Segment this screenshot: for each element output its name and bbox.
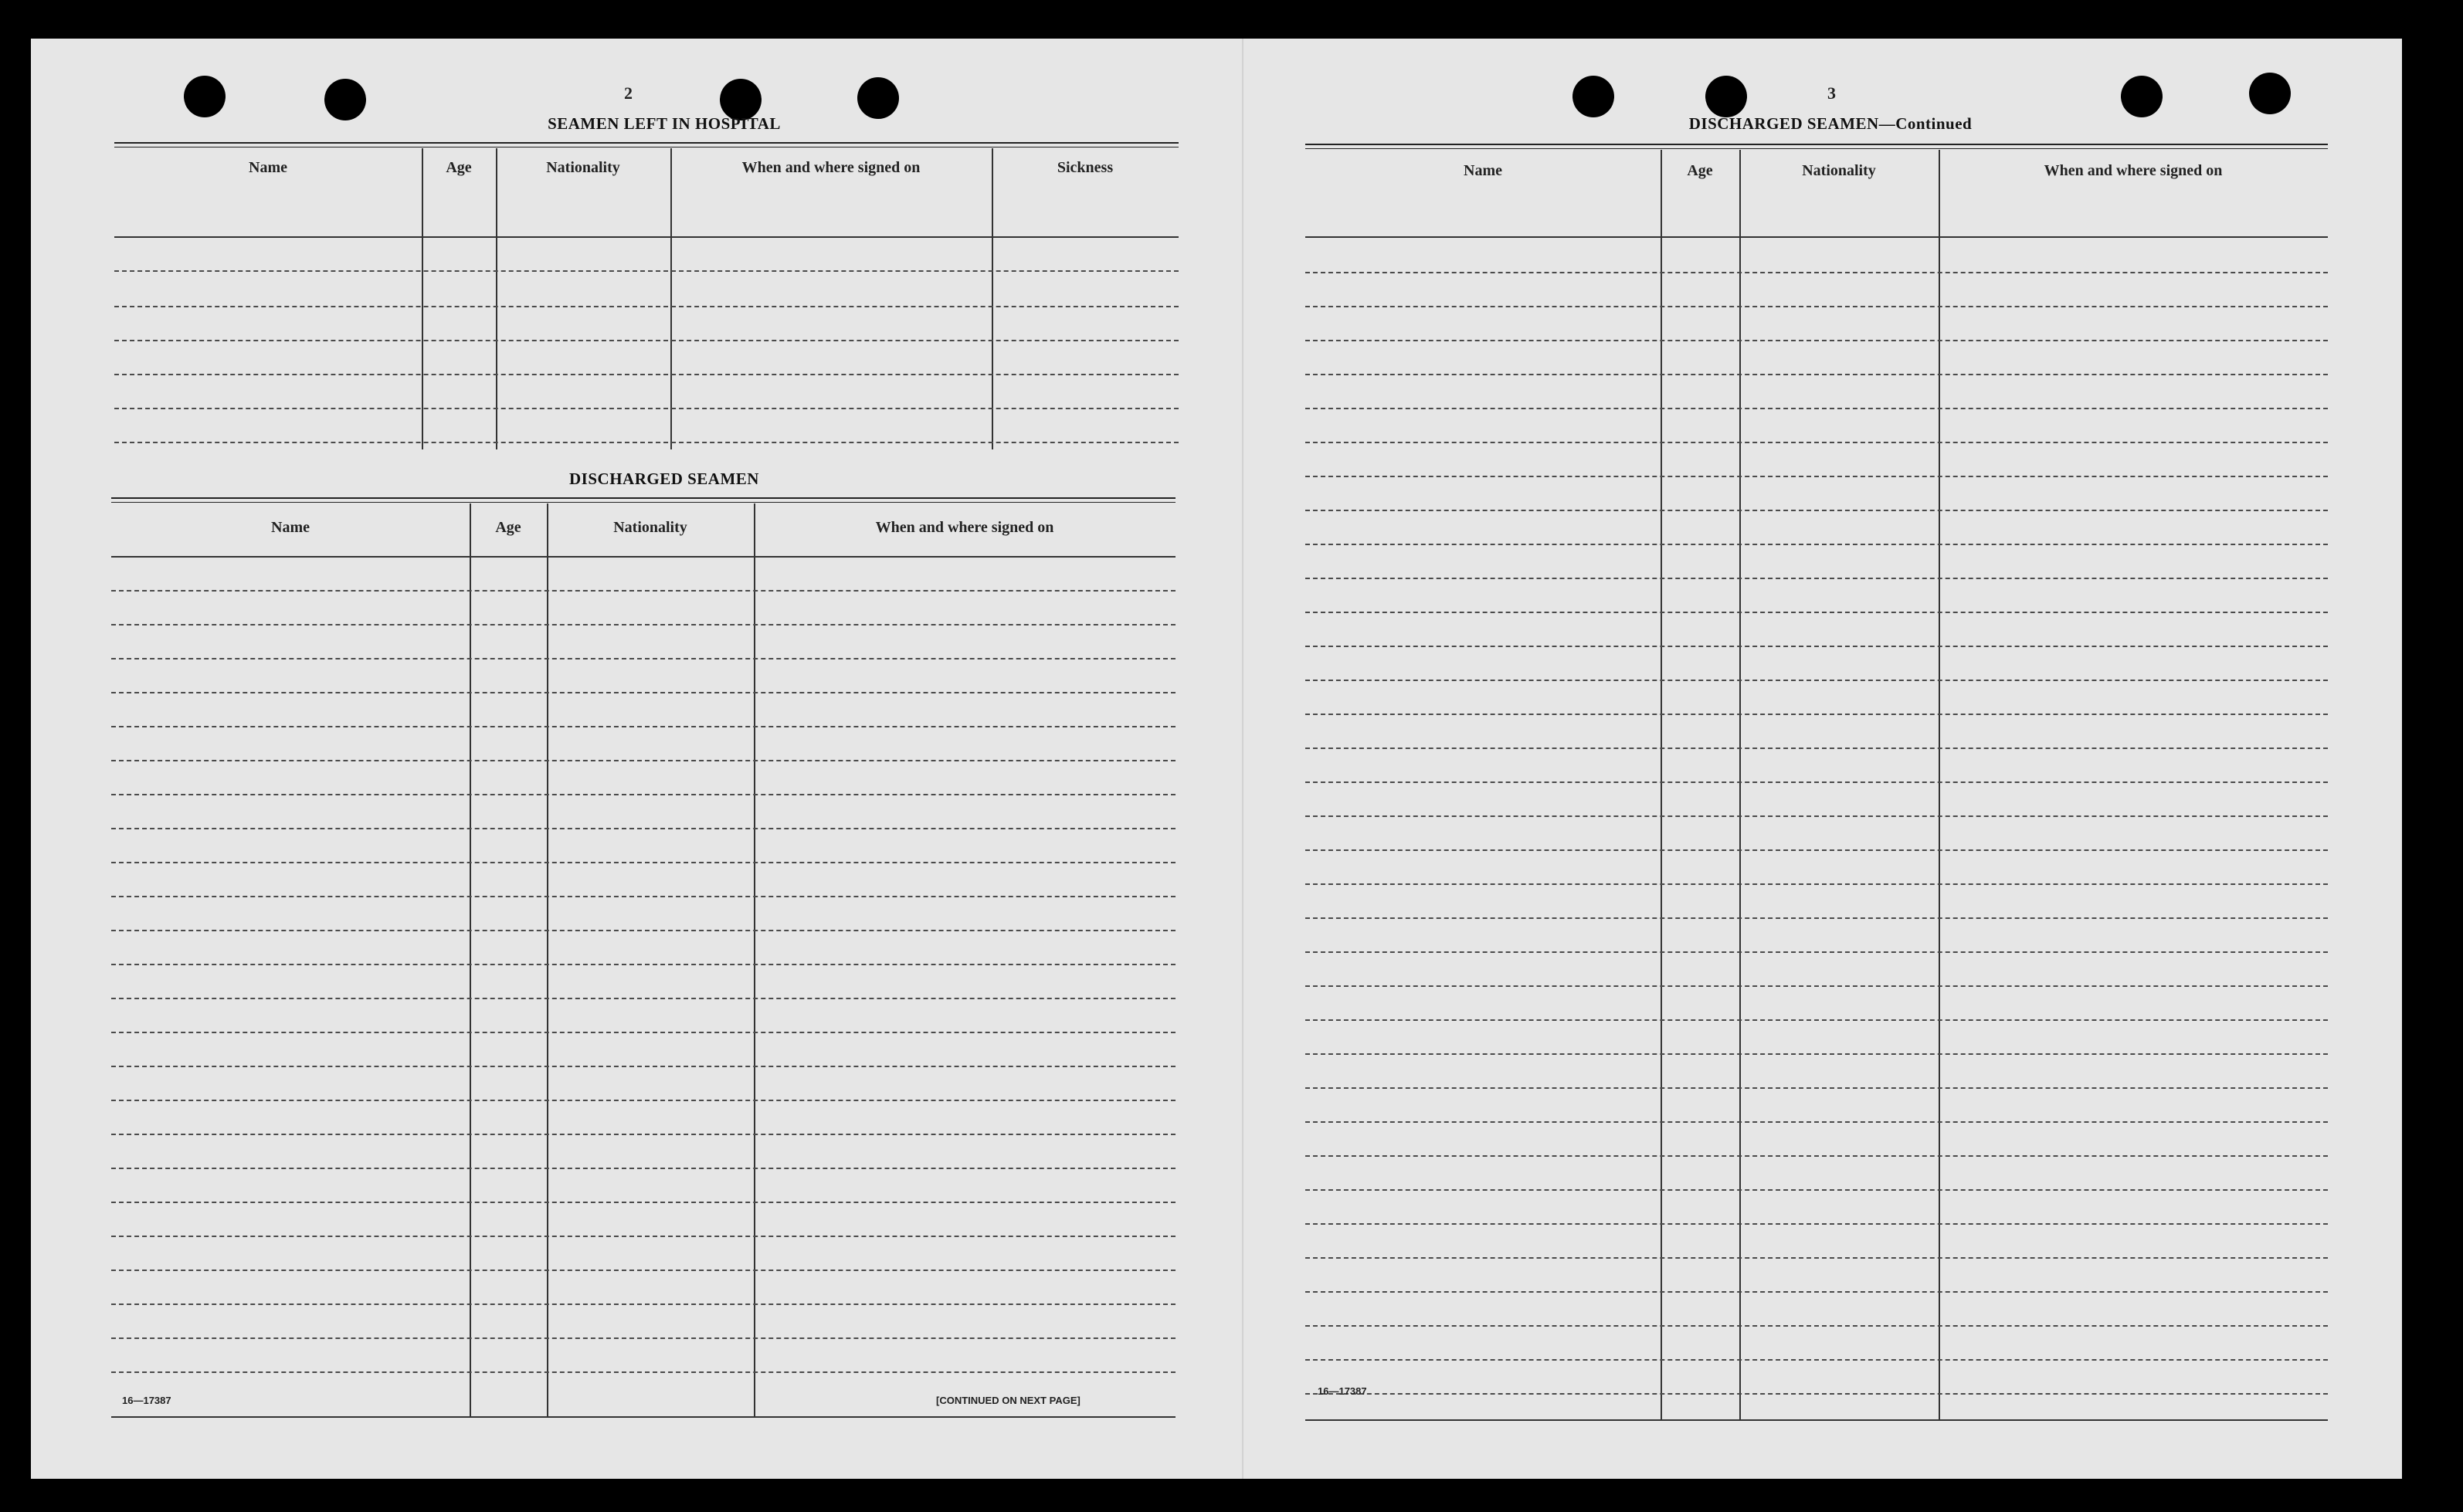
table-row [1305, 1155, 2328, 1157]
page-number: 3 [1827, 83, 1836, 103]
column-header-signed-on: When and where signed on [741, 159, 921, 176]
table-row [111, 658, 1176, 659]
punch-hole [324, 79, 366, 120]
table-row [1305, 1087, 2328, 1089]
table-row [1305, 748, 2328, 749]
table-row [111, 1202, 1176, 1203]
table-row [111, 794, 1176, 795]
table-row [1305, 544, 2328, 545]
table-row [111, 1304, 1176, 1305]
punch-hole [1705, 76, 1747, 117]
table-row [114, 442, 1179, 443]
table-row [1305, 1325, 2328, 1327]
table-row [114, 408, 1179, 409]
table-row [1305, 1393, 2328, 1395]
table-row [114, 340, 1179, 341]
column-header-nationality: Nationality [1802, 162, 1876, 179]
table-row [1305, 510, 2328, 511]
table-row [114, 270, 1179, 272]
table-row [1305, 374, 2328, 375]
discharged-section-title: DISCHARGED SEAMEN [569, 470, 759, 488]
table-row [1305, 578, 2328, 579]
table-row [1305, 442, 2328, 443]
table-row [1305, 714, 2328, 715]
page-number: 2 [624, 83, 633, 103]
table-row [111, 964, 1176, 965]
table-row [111, 1337, 1176, 1339]
table-row [1305, 408, 2328, 409]
column-header-nationality: Nationality [546, 159, 620, 176]
column-header-name: Name [271, 519, 310, 536]
table-row [1305, 1053, 2328, 1055]
hospital-section-title: SEAMEN LEFT IN HOSPITAL [548, 114, 781, 133]
punch-hole [857, 77, 899, 119]
table-bottom-rule [111, 1416, 1176, 1418]
right-page [1243, 39, 2402, 1479]
column-header-age: Age [495, 519, 521, 536]
table-row [1305, 340, 2328, 341]
form-number: 16—17387 [1318, 1385, 1367, 1397]
discharged-continued-title: DISCHARGED SEAMEN—Continued [1688, 114, 1973, 133]
table-row [111, 998, 1176, 999]
table-row [111, 1134, 1176, 1135]
table-row [111, 1371, 1176, 1373]
hospital-table [114, 142, 1179, 449]
punch-hole [184, 76, 226, 117]
table-row [114, 306, 1179, 307]
table-row [111, 1270, 1176, 1271]
punch-hole [2121, 76, 2163, 117]
table-row [1305, 1189, 2328, 1191]
table-row [1305, 272, 2328, 273]
table-row [111, 590, 1176, 592]
column-header-age: Age [446, 159, 472, 176]
table-row [1305, 1121, 2328, 1123]
table-row [1305, 883, 2328, 885]
table-row [1305, 815, 2328, 817]
table-row [1305, 1291, 2328, 1293]
column-header-name: Name [1464, 162, 1502, 179]
table-row [114, 374, 1179, 375]
left-page [31, 39, 1242, 1479]
punch-hole [2249, 73, 2291, 114]
table-row [1305, 306, 2328, 307]
table-row [1305, 917, 2328, 919]
document-spread [31, 39, 2402, 1479]
table-row [111, 896, 1176, 897]
column-header-nationality: Nationality [613, 519, 687, 536]
table-row [1305, 1359, 2328, 1361]
table-row [1305, 612, 2328, 613]
table-row [1305, 646, 2328, 647]
column-header-age: Age [1687, 162, 1713, 179]
table-row [111, 1066, 1176, 1067]
table-row [111, 760, 1176, 761]
continued-note: [CONTINUED ON NEXT PAGE] [936, 1395, 1081, 1406]
discharged-table [111, 497, 1176, 1418]
table-row [111, 1236, 1176, 1237]
column-header-signed-on: When and where signed on [875, 519, 1054, 536]
table-row [1305, 1019, 2328, 1021]
punch-hole [1572, 76, 1614, 117]
table-row [1305, 781, 2328, 783]
table-row [1305, 476, 2328, 477]
column-header-sickness: Sickness [1057, 159, 1114, 176]
form-number: 16—17387 [122, 1395, 171, 1406]
table-row [111, 828, 1176, 829]
table-bottom-rule [1305, 1419, 2328, 1421]
table-row [1305, 849, 2328, 851]
table-row [1305, 680, 2328, 681]
column-header-signed-on: When and where signed on [2044, 162, 2223, 179]
table-row [111, 624, 1176, 625]
table-row [1305, 1257, 2328, 1259]
table-row [1305, 1223, 2328, 1225]
table-row [1305, 985, 2328, 987]
table-row [1305, 951, 2328, 953]
table-row [111, 930, 1176, 931]
table-row [111, 1168, 1176, 1169]
table-row [111, 862, 1176, 863]
discharged-continued-table [1305, 144, 2328, 1421]
table-row [111, 1100, 1176, 1101]
table-row [111, 1032, 1176, 1033]
column-header-name: Name [249, 159, 287, 176]
table-row [111, 726, 1176, 727]
table-row [111, 692, 1176, 693]
